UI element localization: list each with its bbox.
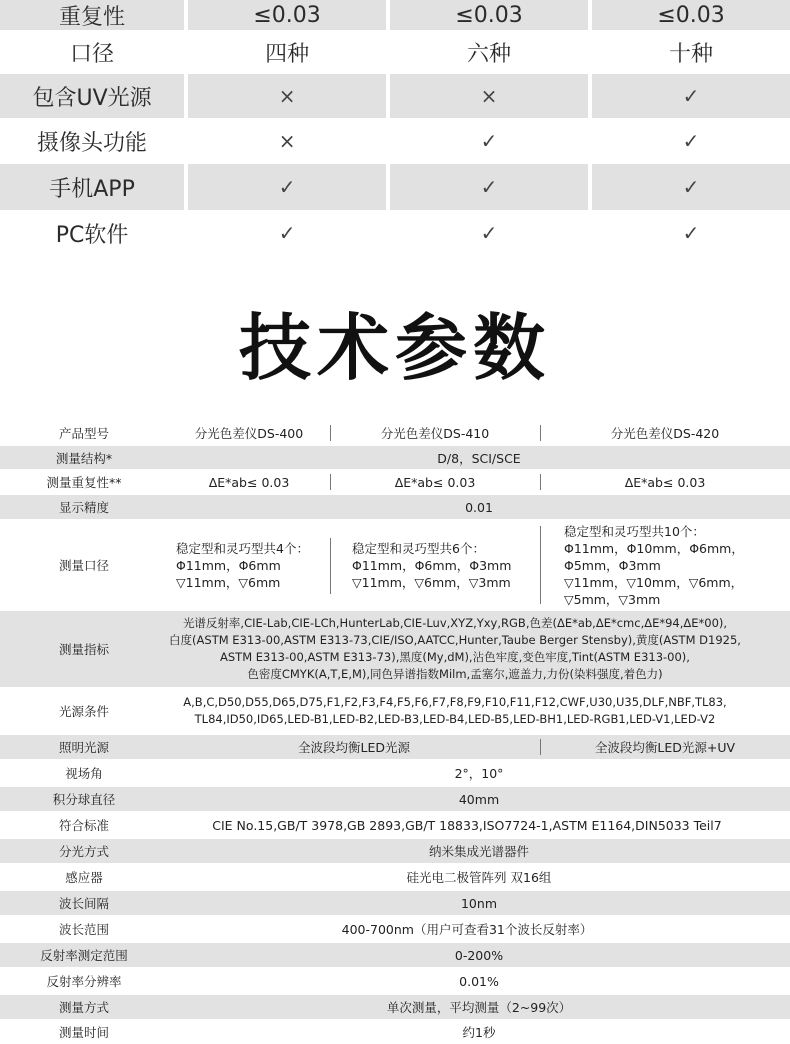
spec-row-simple	[0, 839, 790, 863]
spec-row-simple	[0, 760, 790, 786]
spec-label: 测量方式	[58, 1000, 109, 1015]
spec-value: 分光色差仪DS-420	[610, 426, 720, 441]
comparison-row-camera	[0, 118, 790, 164]
spec-row-simple	[0, 916, 790, 942]
column-divider	[330, 425, 331, 441]
aperture-line: ▽11mm，▽6mm	[176, 574, 281, 590]
spec-row-simple	[0, 864, 790, 890]
spec-body	[168, 968, 790, 994]
aperture-list	[330, 520, 540, 610]
spec-value: 单次测量，平均测量（2~99次）	[386, 1000, 572, 1015]
spec-row-simple	[0, 968, 790, 994]
spec-value: 分光色差仪DS-400	[194, 426, 304, 441]
spec-value: 0.01	[465, 499, 493, 515]
spec-row-repeatability	[0, 470, 790, 494]
spec-body	[168, 760, 790, 786]
spec-body	[168, 812, 790, 838]
spec-body	[168, 995, 790, 1019]
spec-row-simple	[0, 787, 790, 811]
spec-row-precision	[0, 495, 790, 519]
aperture-list	[168, 520, 330, 610]
spec-label: 产品型号	[58, 426, 109, 441]
column-divider	[540, 739, 541, 755]
spec-value: 硅光电二极管阵列 双16组	[406, 870, 552, 885]
comparison-row-repeatability	[0, 0, 790, 30]
cell-value: 十种	[669, 41, 714, 67]
spec-row-structure	[0, 446, 790, 469]
aperture-line: ▽11mm，▽6mm，▽3mm	[352, 574, 511, 590]
spec-columns	[168, 421, 790, 445]
check-icon: ✓	[682, 129, 700, 153]
indices-text	[144, 615, 766, 683]
spec-label: 波长间隔	[58, 896, 109, 911]
spec-body	[168, 864, 790, 890]
column-divider	[540, 425, 541, 441]
cell-value: 四种	[265, 41, 310, 67]
spec-value: 400-700nm（用户可查看31个波长反射率）	[341, 922, 593, 937]
spec-body	[168, 916, 790, 942]
aperture-line: Φ11mm，Φ6mm，Φ3mm	[352, 557, 512, 573]
spec-body	[168, 735, 790, 759]
cell-value: ≤0.03	[188, 0, 386, 30]
cell-value: ≤0.03	[390, 0, 588, 30]
cell-value: 六种	[467, 41, 512, 67]
spec-body	[168, 787, 790, 811]
spec-row-simple	[0, 1020, 790, 1044]
spec-value: CIE No.15,GB/T 3978,GB 2893,GB/T 18833,ISO7724-1,ASTM E1164,DIN5033 Teil7	[212, 817, 722, 833]
row-label: PC软件	[55, 222, 129, 248]
spec-row-indices	[0, 611, 790, 687]
aperture-list	[540, 520, 790, 610]
spec-value: 0.01%	[459, 973, 499, 989]
section-title: 技术参数	[238, 306, 551, 390]
check-icon: ✓	[390, 164, 588, 210]
spec-label: 视场角	[65, 766, 103, 781]
spec-columns	[168, 735, 790, 759]
spec-body	[168, 421, 790, 445]
spec-label: 测量指标	[58, 642, 109, 657]
spec-label: 测量时间	[58, 1025, 109, 1040]
comparison-row-pc	[0, 210, 790, 256]
spec-row-model	[0, 421, 790, 445]
spec-body	[168, 611, 790, 687]
spec-label: 分光方式	[58, 844, 109, 859]
illuminants-line: A,B,C,D50,D55,D65,D75,F1,F2,F3,F4,F5,F6,F7,F8,F9,F10,F11,F12,CWF,U30,U35,DLF,NBF,TL83,	[183, 695, 727, 709]
spec-row-simple	[0, 812, 790, 838]
cross-icon: ×	[188, 74, 386, 118]
spec-row-illuminants	[0, 688, 790, 734]
spec-columns	[168, 520, 790, 610]
spec-body	[168, 1020, 790, 1044]
aperture-line: Φ11mm，Φ6mm	[176, 557, 281, 573]
spec-row-aperture	[0, 520, 790, 610]
spec-value: 约1秒	[462, 1025, 496, 1040]
illuminants-text	[144, 694, 766, 728]
spec-value: 全波段均衡LED光源+UV	[594, 740, 736, 755]
check-icon: ✓	[682, 221, 700, 245]
spec-value: 2°，10°	[454, 766, 504, 781]
spec-body	[168, 520, 790, 610]
indices-line: ASTM E313-00,ASTM E313-73),黑度(My,dM),沾色牢度,变色牢度,Tint(ASTM E313-00),	[220, 650, 690, 664]
illuminants-line: TL84,ID50,ID65,LED-B1,LED-B2,LED-B3,LED-B4,LED-B5,LED-BH1,LED-RGB1,LED-V1,LED-V2	[194, 712, 716, 726]
spec-label: 符合标准	[58, 818, 109, 833]
spec-value: ΔE*ab≤ 0.03	[394, 474, 476, 490]
column-divider	[540, 526, 541, 604]
row-label: 手机APP	[0, 164, 184, 210]
spec-label: 显示精度	[58, 500, 109, 515]
row-label: 口径	[70, 41, 115, 67]
spec-label: 照明光源	[58, 740, 109, 755]
spec-label: 反射率测定范围	[40, 948, 128, 963]
check-icon: ✓	[188, 164, 386, 210]
spec-value: D/8，SCI/SCE	[437, 450, 521, 466]
spec-label: 感应器	[65, 870, 103, 885]
spec-value: 0-200%	[454, 947, 504, 963]
spec-row-simple	[0, 943, 790, 967]
spec-label: 反射率分辨率	[46, 974, 122, 989]
check-icon: ✓	[278, 221, 296, 245]
spec-body	[168, 688, 790, 734]
cross-icon: ×	[390, 74, 588, 118]
check-icon: ✓	[592, 74, 790, 118]
spec-label: 测量口径	[58, 558, 109, 573]
cell-value: ≤0.03	[592, 0, 790, 30]
spec-value: ΔE*ab≤ 0.03	[624, 474, 706, 490]
spec-value: ΔE*ab≤ 0.03	[208, 474, 290, 490]
check-icon: ✓	[592, 164, 790, 210]
spec-columns	[168, 470, 790, 494]
spec-value: 全波段均衡LED光源	[298, 740, 410, 755]
aperture-line: 稳定型和灵巧型共6个：	[352, 540, 485, 556]
indices-line: 色密度CMYK(A,T,E,M),同色异谱指数Milm,孟塞尔,遮盖力,力份(染料强度,着色力)	[247, 667, 663, 681]
spec-label: 测量重复性**	[46, 475, 122, 490]
spec-label: 测量结构*	[55, 450, 113, 466]
spec-label: 光源条件	[58, 704, 109, 719]
spec-row-simple	[0, 891, 790, 915]
spec-body	[168, 470, 790, 494]
indices-line: 光谱反射率,CIE-Lab,CIE-LCh,HunterLab,CIE-Luv,XYZ,Yxy,RGB,色差(ΔE*ab,ΔE*cmc,ΔE*94,ΔE*00),	[182, 616, 728, 630]
comparison-row-aperture	[0, 30, 790, 74]
spec-value: 分光色差仪DS-410	[380, 426, 490, 441]
check-icon: ✓	[480, 221, 498, 245]
row-label: 摄像头功能	[37, 130, 148, 156]
spec-label: 波长范围	[58, 922, 109, 937]
spec-body	[168, 495, 790, 519]
spec-body	[168, 446, 790, 469]
comparison-row-uv	[0, 74, 790, 118]
aperture-line: 稳定型和灵巧型共4个：	[176, 540, 309, 556]
spec-label: 积分球直径	[52, 792, 116, 807]
spec-body	[168, 891, 790, 915]
check-icon: ✓	[480, 129, 498, 153]
indices-line: 白度(ASTM E313-00,ASTM E313-73,CIE/ISO,AATCC,Hunter,Taube Berger Stensby),黄度(ASTM D1925,	[169, 633, 741, 647]
cross-icon: ×	[278, 129, 296, 153]
spec-body	[168, 839, 790, 863]
spec-value: 10nm	[460, 895, 497, 911]
spec-row-lighting	[0, 735, 790, 759]
aperture-line: Φ11mm，Φ10mm，Φ6mm，	[564, 540, 744, 556]
column-divider	[330, 474, 331, 490]
comparison-row-app	[0, 164, 790, 210]
spec-value: 纳米集成光谱器件	[428, 844, 529, 859]
spec-body	[168, 943, 790, 967]
aperture-line: Φ5mm，Φ3mm	[564, 557, 661, 573]
column-divider	[540, 474, 541, 490]
row-label: 重复性	[0, 0, 184, 30]
spec-value: 40mm	[458, 791, 500, 807]
row-label: 包含UV光源	[0, 74, 184, 118]
column-divider	[330, 538, 331, 594]
spec-row-simple	[0, 995, 790, 1019]
aperture-line: ▽11mm，▽10mm，▽6mm，	[564, 574, 744, 590]
aperture-line: 稳定型和灵巧型共10个：	[564, 523, 705, 539]
aperture-line: ▽5mm，▽3mm	[564, 591, 661, 607]
